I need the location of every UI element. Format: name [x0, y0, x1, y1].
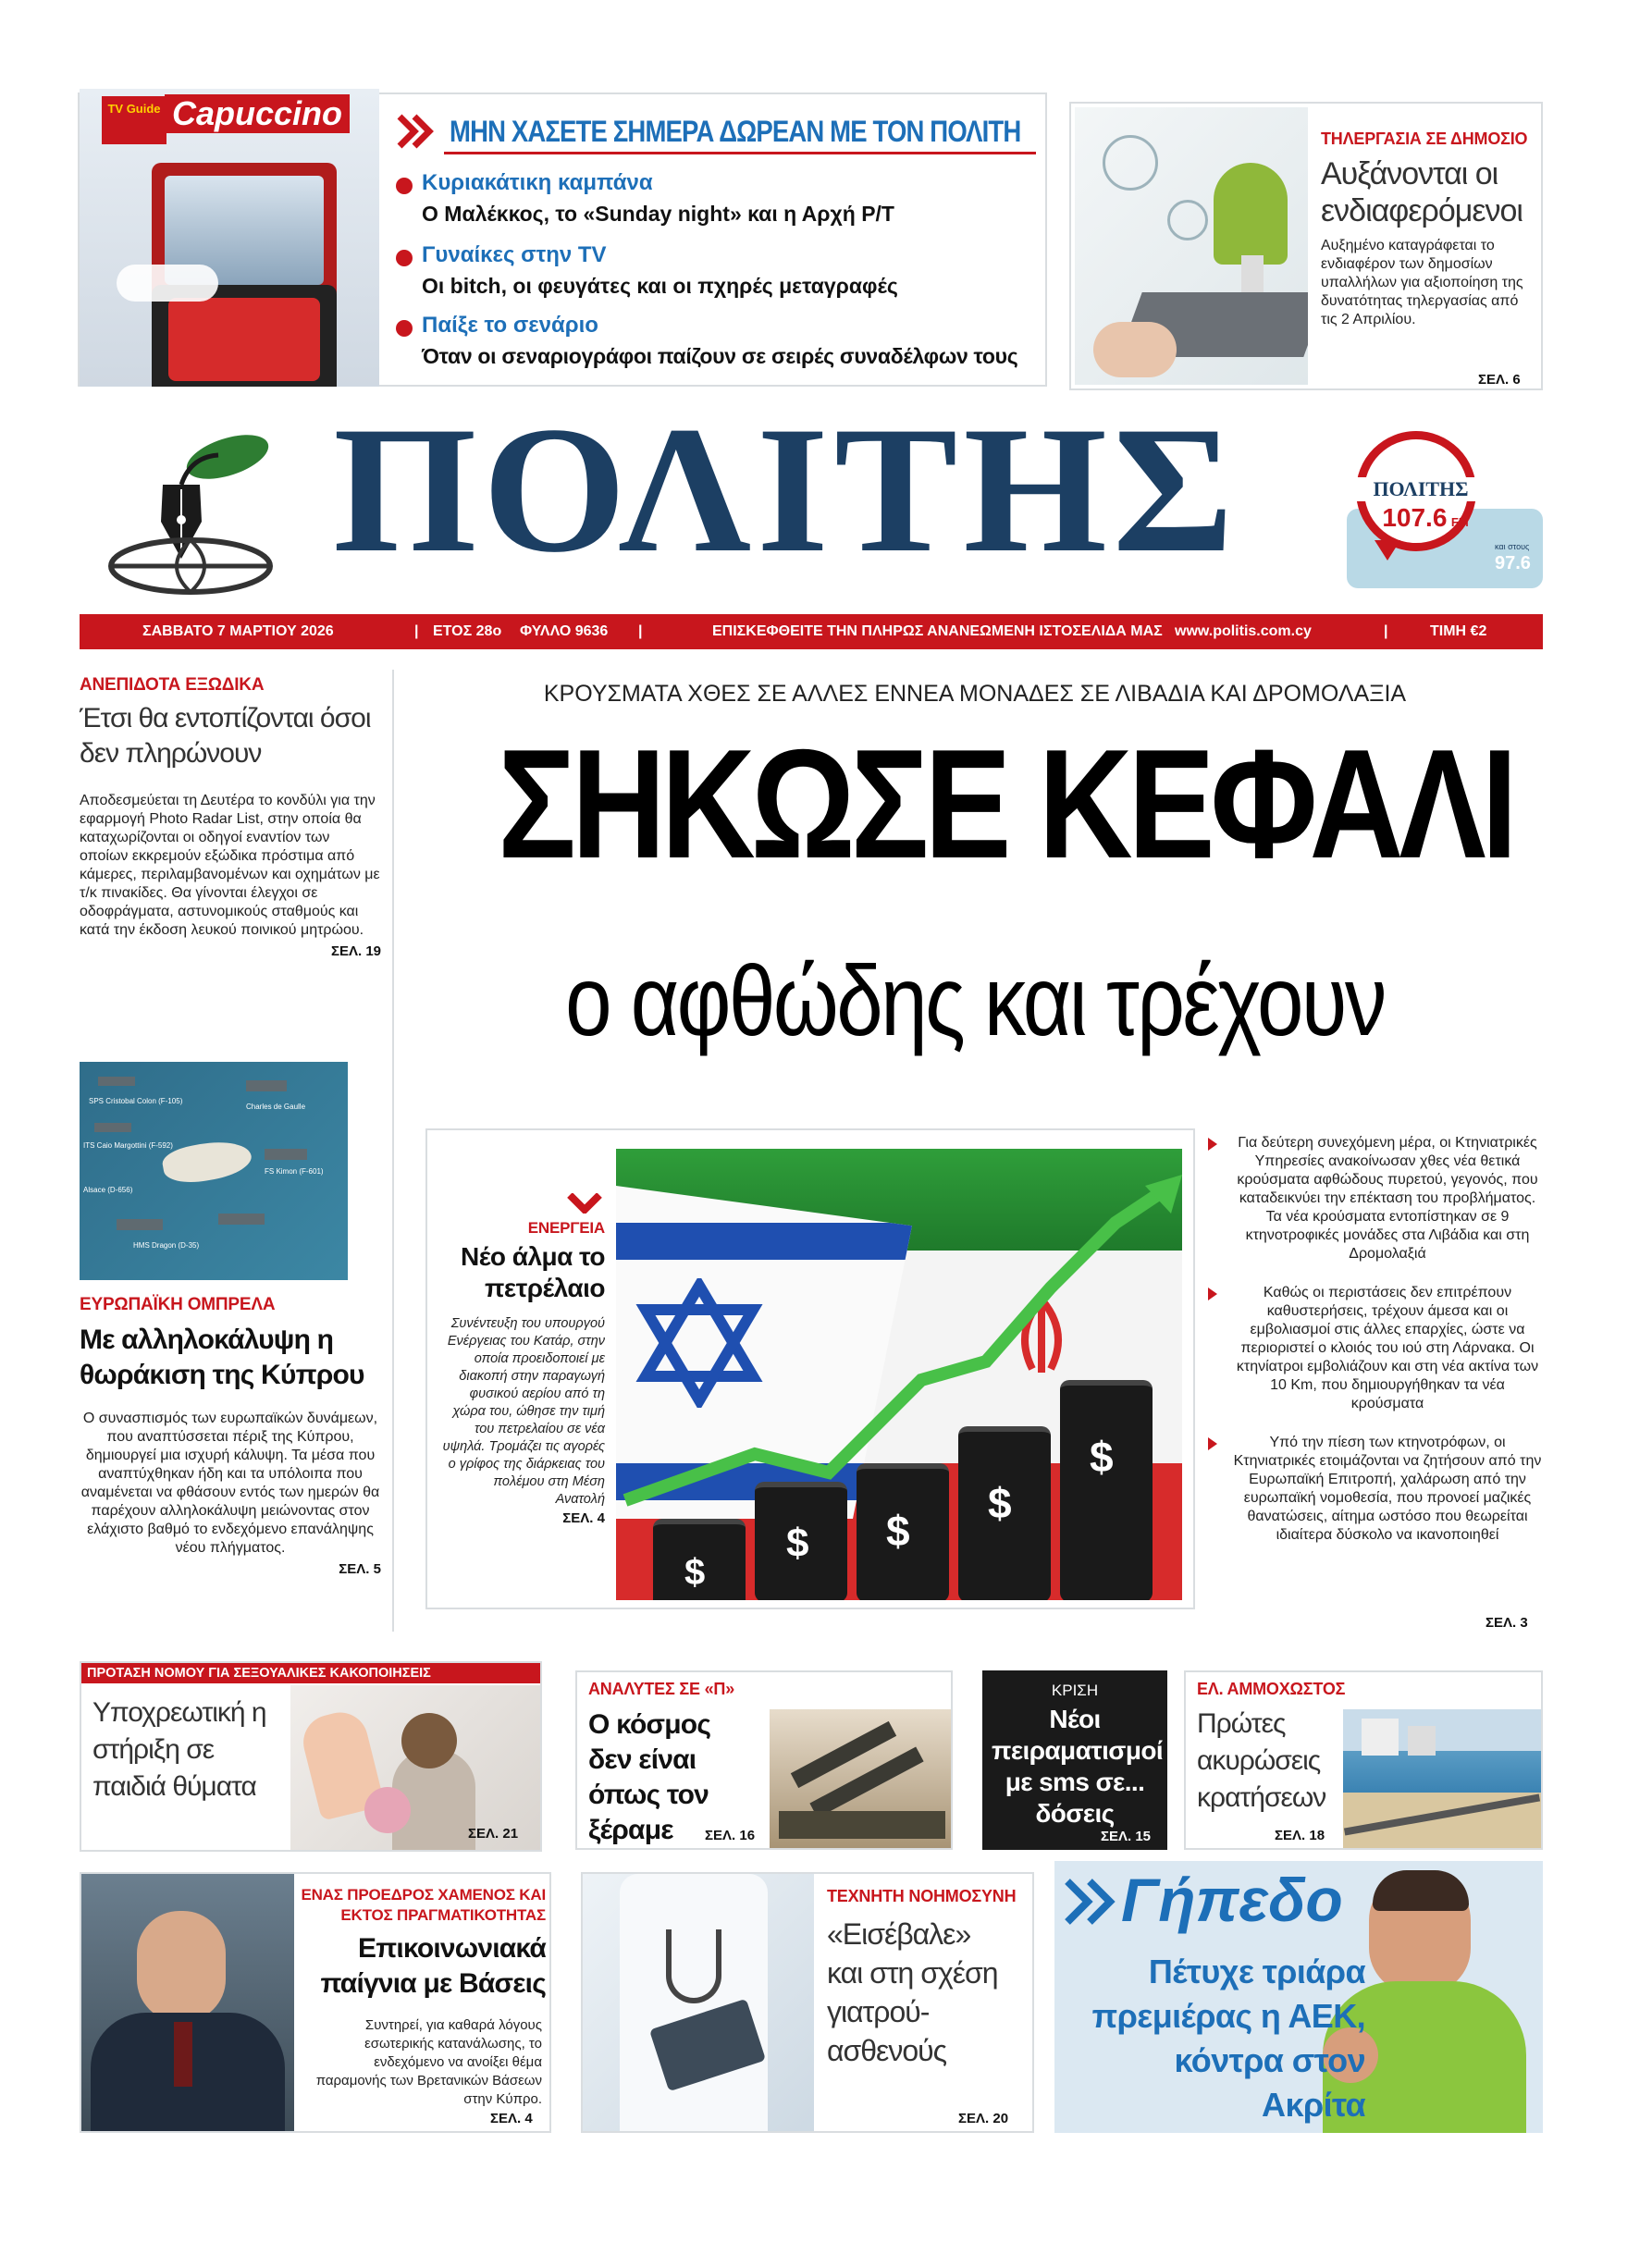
promo-item-text: Ο Μαλέκκος, το «Sunday night» και η Αρχή Ρ/Τ — [422, 202, 894, 226]
teaser-page: ΣΕΛ. 16 — [705, 1828, 756, 1843]
teaser-crisis[interactable] — [982, 1670, 1167, 1850]
radio-fm-label: FM — [1450, 515, 1469, 529]
energy-page: ΣΕΛ. 4 — [562, 1510, 605, 1526]
chevron-right-icon — [1062, 1876, 1127, 1928]
ship-icon — [218, 1214, 265, 1225]
teaser-title: Πρώτες ακυρώσεις κρατήσεων — [1197, 1708, 1326, 1813]
radio-freq — [1375, 503, 1476, 533]
left2-body: Ο συνασπισμός των ευρωπαϊκών δυνάμεων, που αναπτύσσεται πέριξ της Κύπρου, δημιουργεί μια ισχυρή κάλυψη. Τα μέσα που αναπτύχθηκαν ήδη και τα υπόλοιπα που αναμένεται να φθάσουν εντός των ημερών θα παρέχουν αλληλοκάλυψη μειώνοντας στον ελάχιστο βαθμό το ενδεχόμενο επανάληψης νέου πλήγματος. — [80, 1411, 380, 1556]
left-story-2[interactable] — [80, 1295, 381, 1577]
red-dot-icon — [396, 250, 413, 266]
promo-banner-rule — [444, 152, 1036, 154]
energy-body: Συνέντευξη του υπουργού Ενέργειας του Κατάρ, στην οποία προειδοποιεί με διακοπή στην παραγωγή φυσικού αερίου από τη χώρα του, ώθησε την τιμή του πετρελαίου σε νέα υψηλά. Τρομάζει τις αγορές ο γρίφος της διάρκειας του πολέμου στη Μέση Ανατολή — [442, 1316, 605, 1507]
teaser-page: ΣΕΛ. 15 — [1100, 1829, 1151, 1844]
teaser-president[interactable] — [80, 1872, 551, 2133]
lead-subhead: ο αφθώδης και τρέχουν — [565, 944, 1385, 1056]
radio-freq-value: 107.6 — [1382, 503, 1448, 532]
lead-overline: ΚΡΟΥΣΜΑΤΑ ΧΘΕΣ ΣΕ ΑΛΛΕΣ ΕΝΝΕΑ ΜΟΝΑΔΕΣ ΣΕ ΛΙΒΑΔΙΑ ΚΑΙ ΔΡΟΜΟΛΑΞΙΑ — [543, 681, 1407, 707]
dateline-date: ΣΑΒΒΑΤΟ 7 ΜΑΡΤΙΟΥ 2026 — [142, 623, 334, 639]
teaser-title: Ο κόσμος δεν είναι όπως τον ξέραμε — [588, 1709, 711, 1845]
energy-photo — [616, 1149, 1182, 1600]
masthead-title: ΠΟΛΙΤΗΣ — [333, 389, 1239, 590]
promo-item-kicker: Κυριακάτικη καμπάνα — [422, 170, 653, 195]
dateline-divider: | — [1384, 623, 1388, 639]
radio-bubble-tail — [1375, 540, 1400, 561]
ship-icon — [117, 1219, 163, 1230]
oil-barrel: $ — [755, 1482, 847, 1600]
telework-kicker: ΤΗΛΕΡΓΑΣΙΑ ΣΕ ΔΗΜΟΣΙΟ — [1321, 129, 1528, 148]
teaser-page: ΣΕΛ. 18 — [1275, 1828, 1325, 1843]
promo-item-text: Όταν οι σεναριογράφοι παίζουν σε σειρές συναδέλφων τους — [422, 344, 1018, 368]
ship-icon — [246, 1080, 287, 1091]
ship-icon — [265, 1149, 307, 1160]
left2-page: ΣΕΛ. 5 — [339, 1561, 381, 1577]
teaser-title: Υποχρεωτική η στήριξη σε παιδιά θύματα — [92, 1697, 266, 1802]
radio-also: και στους — [1495, 542, 1530, 551]
map-label: Charles de Gaulle — [246, 1103, 306, 1111]
telework-title: Αυξάνονται οι ενδιαφερόμενοι — [1321, 156, 1523, 228]
teaser-ai[interactable] — [581, 1872, 1034, 2133]
teaser-kicker: ΚΡΙΣΗ — [1051, 1682, 1099, 1699]
magazine-cover[interactable] — [80, 89, 379, 387]
energy-story[interactable] — [442, 1193, 605, 1526]
oil-barrel: $ — [958, 1426, 1051, 1600]
map-label: HMS Dragon (D-35) — [133, 1241, 200, 1250]
map-label: Alsace (D-656) — [83, 1186, 133, 1194]
teaser-title: «Εισέβαλε» και στη σχέση γιατρού-ασθενούς — [827, 1917, 998, 2067]
radio-alt-freq: 97.6 — [1495, 553, 1531, 573]
map-label: SPS Cristobal Colon (F-105) — [89, 1097, 183, 1105]
teaser-famagusta[interactable] — [1184, 1670, 1543, 1850]
left1-body: Αποδεσμεύεται τη Δευτέρα το κονδύλι για την εφαρμογή Photo Radar List, στην οποία θα καταχωρίζονται οι οδηγοί εναντίον των οποίων εκκρεμούν εξώδικα πρόστιμα από κάμερες, περιλαμβανομένων και οχημάτων με τ/κ πινακίδες. Θα γίνονται έλεγχοι σε οδοφράγματα, αστυνομικούς σταθμούς και κατά την έκδοση λευκού ποινικού μητρώου. — [80, 793, 380, 938]
oil-barrel: $ — [1060, 1380, 1153, 1600]
lead-bullet[interactable] — [1199, 1134, 1543, 1263]
teaser-page: ΣΕΛ. 21 — [468, 1826, 519, 1842]
telework-box[interactable] — [1069, 102, 1543, 390]
left-column-rule — [392, 670, 394, 1632]
chevron-down-icon — [566, 1193, 603, 1214]
beach-photo — [1343, 1709, 1541, 1848]
bullet-arrow-icon — [1208, 1138, 1217, 1151]
lead-bullet-text: Υπό την πίεση των κτηνοτρόφων, οι Κτηνιατρικές ετοιμάζονται να ζητήσουν από την Ευρωπαϊκή Επιτροπή, χαλάρωση από την ευρωπαϊκή νομοθεσία, που προνοεί μαζικές θανατώσεις, αίτημα ωστόσο που θεωρείται ιδιαίτερα δύσκολο να ικανοποιηθεί — [1233, 1435, 1542, 1543]
teaser-sport[interactable] — [1054, 1861, 1543, 2133]
energy-title: Νέο άλμα το πετρέλαιο — [461, 1242, 605, 1302]
teaser-title: Επικοινωνιακά παίγνια με Βάσεις — [320, 1933, 546, 1999]
sport-title: Πέτυχε τριάρα πρεμιέρας η ΑΕΚ, κόντρα στον Ακρίτα — [1091, 1953, 1365, 2124]
ship-icon — [98, 1077, 135, 1086]
promo-item-kicker: Παίξε το σενάριο — [422, 313, 598, 338]
promo-banner-text: ΜΗΝ ΧΑΣΕΤΕ ΣΗΜΕΡΑ ΔΩΡΕΑΝ ΜΕ ΤΟΝ ΠΟΛΙΤΗ — [450, 115, 1021, 148]
teaser-analysts[interactable] — [575, 1670, 953, 1850]
teaser-body: Συντηρεί, για καθαρά λόγους εσωτερικής κατανάλωσης, το ενδεχόμενο να ανοίξει θέμα παραμονής των Βρετανικών Βάσεων στην Κύπρο. — [315, 2017, 542, 2107]
left1-kicker: ΑΝΕΠΙΔΟΤΑ ΕΞΩΔΙΚΑ — [80, 675, 265, 695]
doctor-photo — [583, 1874, 814, 2133]
teaser-kicker: ΑΝΑΛΥΤΕΣ ΣΕ «Π» — [588, 1680, 735, 1698]
dateline-year: ΕΤΟΣ 28ο — [433, 623, 502, 639]
chevron-right-icon — [396, 113, 437, 150]
dateline-bar — [80, 614, 1543, 649]
left2-kicker: ΕΥΡΩΠΑΪΚΗ ΟΜΠΡΕΛΑ — [80, 1295, 276, 1314]
teaser-kicker: ΕΛ. ΑΜΜΟΧΩΣΤΟΣ — [1197, 1680, 1346, 1698]
bullet-arrow-icon — [1208, 1288, 1217, 1300]
ship-icon — [94, 1123, 131, 1132]
left-story-1[interactable] — [80, 675, 381, 959]
promo-item-text: Οι bitch, οι φευγάτες και οι πχηρές μεταγραφές — [422, 274, 898, 298]
lead-page: ΣΕΛ. 3 — [1486, 1615, 1528, 1631]
dateline-divider: | — [414, 623, 419, 639]
cyprus-island — [160, 1136, 253, 1188]
naval-map[interactable] — [80, 1062, 348, 1280]
oil-barrel: $ — [653, 1519, 746, 1600]
pen-globe-logo-icon — [80, 420, 277, 596]
left2-title: Με αλληλοκάλυψη η θωράκιση της Κύπρου — [80, 1325, 364, 1390]
magazine-title: Capuccino — [165, 94, 350, 133]
dateline-divider: | — [638, 623, 643, 639]
lead-bullet[interactable] — [1199, 1284, 1543, 1413]
red-dot-icon — [396, 320, 413, 337]
sport-section-title: Γήπεδο — [1121, 1866, 1343, 1934]
lead-bullet-text: Για δεύτερη συνεχόμενη μέρα, οι Κτηνιατρικές Υπηρεσίες ανακοίνωσαν χθες νέα θετικά κρούσματα αφθώδους πυρετού, γεγονός, που καταδεικνύει την επέκταση του προβλήματος. Τα νέα κρούσματα εντοπίστηκαν σε 9 κτηνοτροφικές μονάδες στα Λιβάδια και στη Δρομολαξιά — [1237, 1135, 1538, 1262]
dateline-site: ΕΠΙΣΚΕΦΘΕΙΤΕ ΤΗΝ ΠΛΗΡΩΣ ΑΝΑΝΕΩΜΕΝΗ ΙΣΤΟΣΕΛΙΔΑ ΜΑΣ — [712, 623, 1163, 639]
teaser-kicker-bar: ΠΡΟΤΑΣΗ ΝΟΜΟΥ ΓΙΑ ΣΕΞΟΥΑΛΙΚΕΣ ΚΑΚΟΠΟΙΗΣΕΙΣ — [81, 1663, 540, 1683]
bullet-arrow-icon — [1208, 1437, 1217, 1450]
magazine-tv-label: TV Guide — [107, 102, 161, 116]
left1-title: Έτσι θα εντοπίζονται όσοι δεν πληρώνουν — [80, 703, 371, 769]
masthead-logo — [80, 420, 277, 596]
dateline-issue: ΦΥΛΛΟ 9636 — [520, 623, 609, 639]
teaser-title: Νέοι πειραματισμοί με sms σε... δόσεις — [992, 1705, 1164, 1828]
teaser-kicker: ΤΕΧΝΗΤΗ ΝΟΗΜΟΣΥΝΗ — [827, 1887, 1017, 1905]
oil-barrel: $ — [857, 1463, 949, 1600]
lead-bullet[interactable] — [1199, 1434, 1543, 1545]
lead-bullets — [1199, 1134, 1543, 1545]
teaser-page: ΣΕΛ. 20 — [958, 2111, 1009, 2126]
promo-item-kicker: Γυναίκες στην TV — [422, 242, 607, 267]
magazine-cloud — [117, 265, 218, 302]
missile-photo — [770, 1709, 951, 1848]
magazine-tv-badge — [102, 96, 166, 144]
lead-bullet-text: Καθώς οι περιστάσεις δεν επιτρέπουν καθυστερήσεις, τρέχουν άμεσα και οι εμβολιασμοί στις άλλες επαρχίες, ώστε να περιοριστεί ο κλοιός του ιού στη Λάρνακα. Οι κτηνίατροι εμβολιάζουν και στη νέα ακτίνα των 10 Km, που δημιουργήθηκαν τα νέα κρούσματα — [1236, 1285, 1539, 1411]
lead-headline: ΣΗΚΩΣΕ ΚΕΦΑΛΙ — [498, 717, 1513, 891]
radio-badge[interactable] — [1347, 431, 1545, 594]
telework-page: ΣΕΛ. 6 — [1478, 372, 1521, 388]
telework-image — [1075, 107, 1308, 385]
teaser-child-victims[interactable] — [80, 1661, 542, 1852]
left1-page: ΣΕΛ. 19 — [330, 943, 381, 959]
energy-kicker: ΕΝΕΡΓΕΙΑ — [527, 1219, 605, 1237]
map-label: FS Kimon (F-601) — [265, 1167, 324, 1176]
red-dot-icon — [396, 178, 413, 194]
telework-body: Αυξημένο καταγράφεται το ενδιαφέρον των δημοσίων υπαλλήλων για αξιοποίηση της δυνατότητας τηλεργασίας από τις 2 Απριλίου. — [1321, 238, 1523, 327]
map-label: ITS Caio Margottini (F-592) — [83, 1141, 173, 1150]
teaser-kicker: ΕΝΑΣ ΠΡΟΕΔΡΟΣ ΧΑΜΕΝΟΣ ΚΑΙ ΕΚΤΟΣ ΠΡΑΓΜΑΤΙΚΟΤΗΤΑΣ — [301, 1886, 546, 1924]
teaser-page: ΣΕΛ. 4 — [490, 2111, 533, 2126]
promo-banner — [392, 109, 1040, 155]
radio-name: ΠΟΛΙΤΗΣ — [1352, 477, 1489, 501]
president-photo — [81, 1874, 294, 2133]
dateline-url[interactable]: www.politis.com.cy — [1175, 623, 1312, 639]
dateline-price: ΤΙΜΗ €2 — [1430, 623, 1487, 639]
